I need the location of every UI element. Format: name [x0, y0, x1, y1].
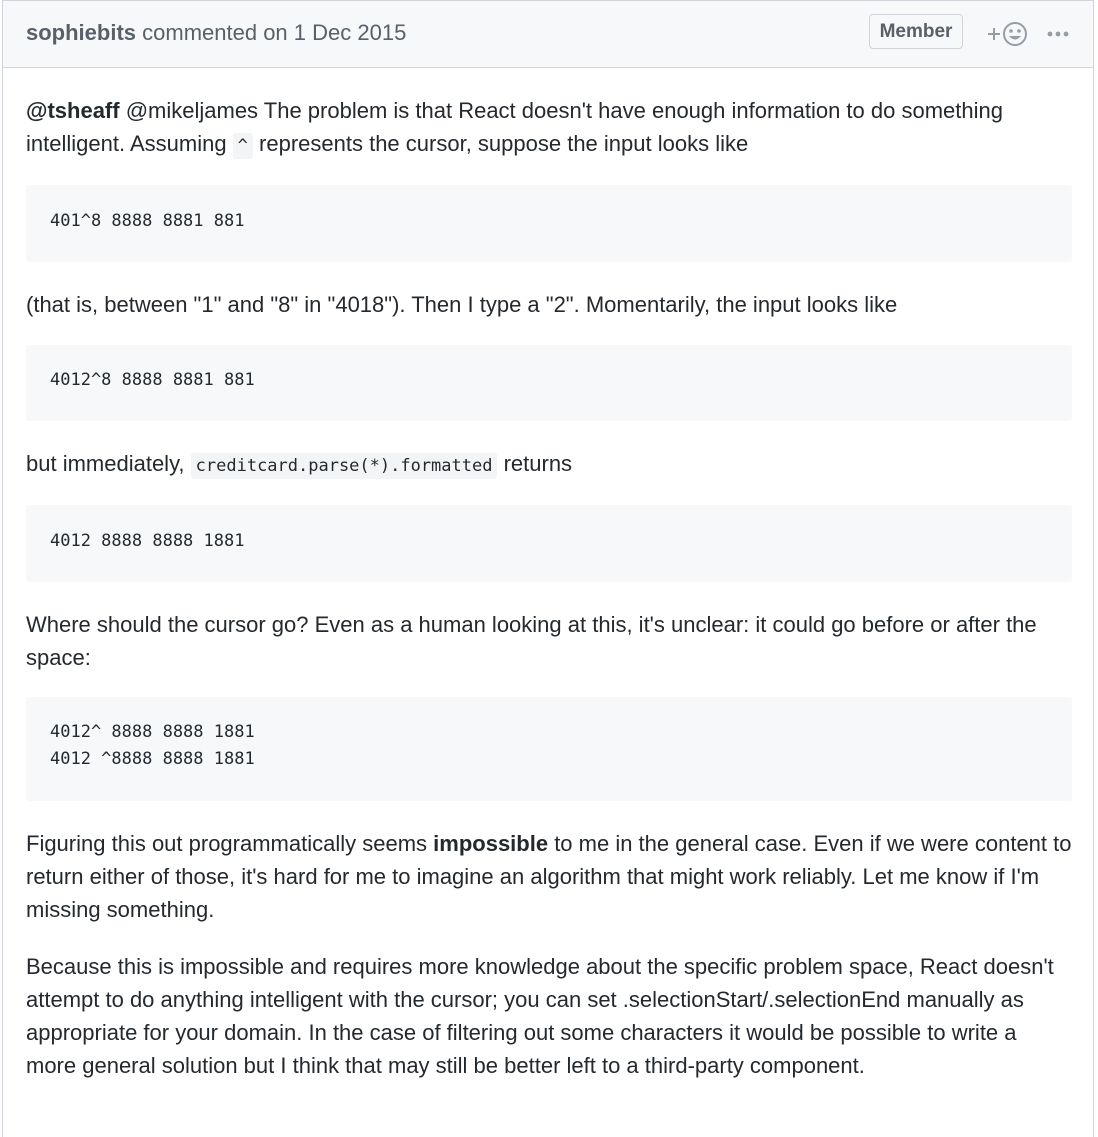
comment-header-text	[26, 20, 406, 46]
mention-mikeljames[interactable]: @mikeljames	[125, 98, 259, 123]
paragraph-4: Where should the cursor go? Even as a human looking at this, it's unclear: it could go before or after the space:	[26, 612, 1037, 670]
paragraph-3-text-end: returns	[497, 451, 573, 476]
comment-timestamp[interactable]: commented on 1 Dec 2015	[142, 20, 407, 45]
code-block-1	[26, 185, 1072, 262]
bold-impossible: impossible	[433, 831, 549, 856]
paragraph-2: (that is, between "1" and "8" in "4018"). Then I type a "2". Momentarily, the input looks like	[26, 292, 898, 317]
comment-header	[3, 1, 1093, 68]
author-link[interactable]: sophiebits	[26, 20, 137, 45]
code-line: 4012^8 8888 8881 881	[50, 370, 255, 390]
add-reaction-smiley-icon	[985, 19, 1031, 49]
paragraph-5-text: Figuring this out programmatically seems	[26, 831, 434, 856]
mention-tsheaff[interactable]: @tsheaff	[26, 98, 120, 123]
inline-code-creditcard: creditcard.parse(*).formatted	[191, 453, 498, 479]
paragraph-intro	[26, 94, 1072, 163]
code-block-2	[26, 345, 1072, 421]
code-line: 4012^ 8888 8888 1881	[50, 722, 255, 742]
paragraph-5	[26, 827, 1072, 926]
code-line: 4012 8888 8888 1881	[50, 531, 245, 551]
code-line: 4012 ^8888 8888 1881	[50, 749, 255, 769]
paragraph-intro-text-end: represents the cursor, suppose the input looks like	[252, 131, 749, 156]
paragraph-3-text: but immediately,	[26, 451, 191, 476]
paragraph-intro-text: The problem is that React doesn't have enough information to do something intelligent. Assuming	[26, 98, 1003, 156]
inline-code-caret: ^	[233, 133, 253, 159]
paragraph-5-text-end: to me in the general case. Even if we were content to return either of those, it's hard for me to imagine an algorithm that might work reliably. Let me know if I'm missing something.	[26, 831, 1072, 922]
paragraph-3	[26, 447, 1072, 483]
kebab-horizontal-icon	[1045, 21, 1071, 47]
member-badge: Member	[869, 14, 963, 49]
code-line: 401^8 8888 8881 881	[50, 211, 245, 231]
more-options-button[interactable]	[1045, 21, 1071, 47]
code-block-4	[26, 697, 1072, 801]
code-block-3	[26, 505, 1072, 582]
add-reaction-button[interactable]	[985, 19, 1031, 49]
comment-container	[2, 0, 1094, 1137]
paragraph-6: Because this is impossible and requires more knowledge about the specific problem space, React doesn't attempt to do anything intelligent with the cursor; you can set .selectionStart/.selectionEnd manually as appropriate for your domain. In the case of filtering out some characters it would be possible to write a more general solution but I think that may still be better left to a third-party component.	[26, 954, 1054, 1078]
